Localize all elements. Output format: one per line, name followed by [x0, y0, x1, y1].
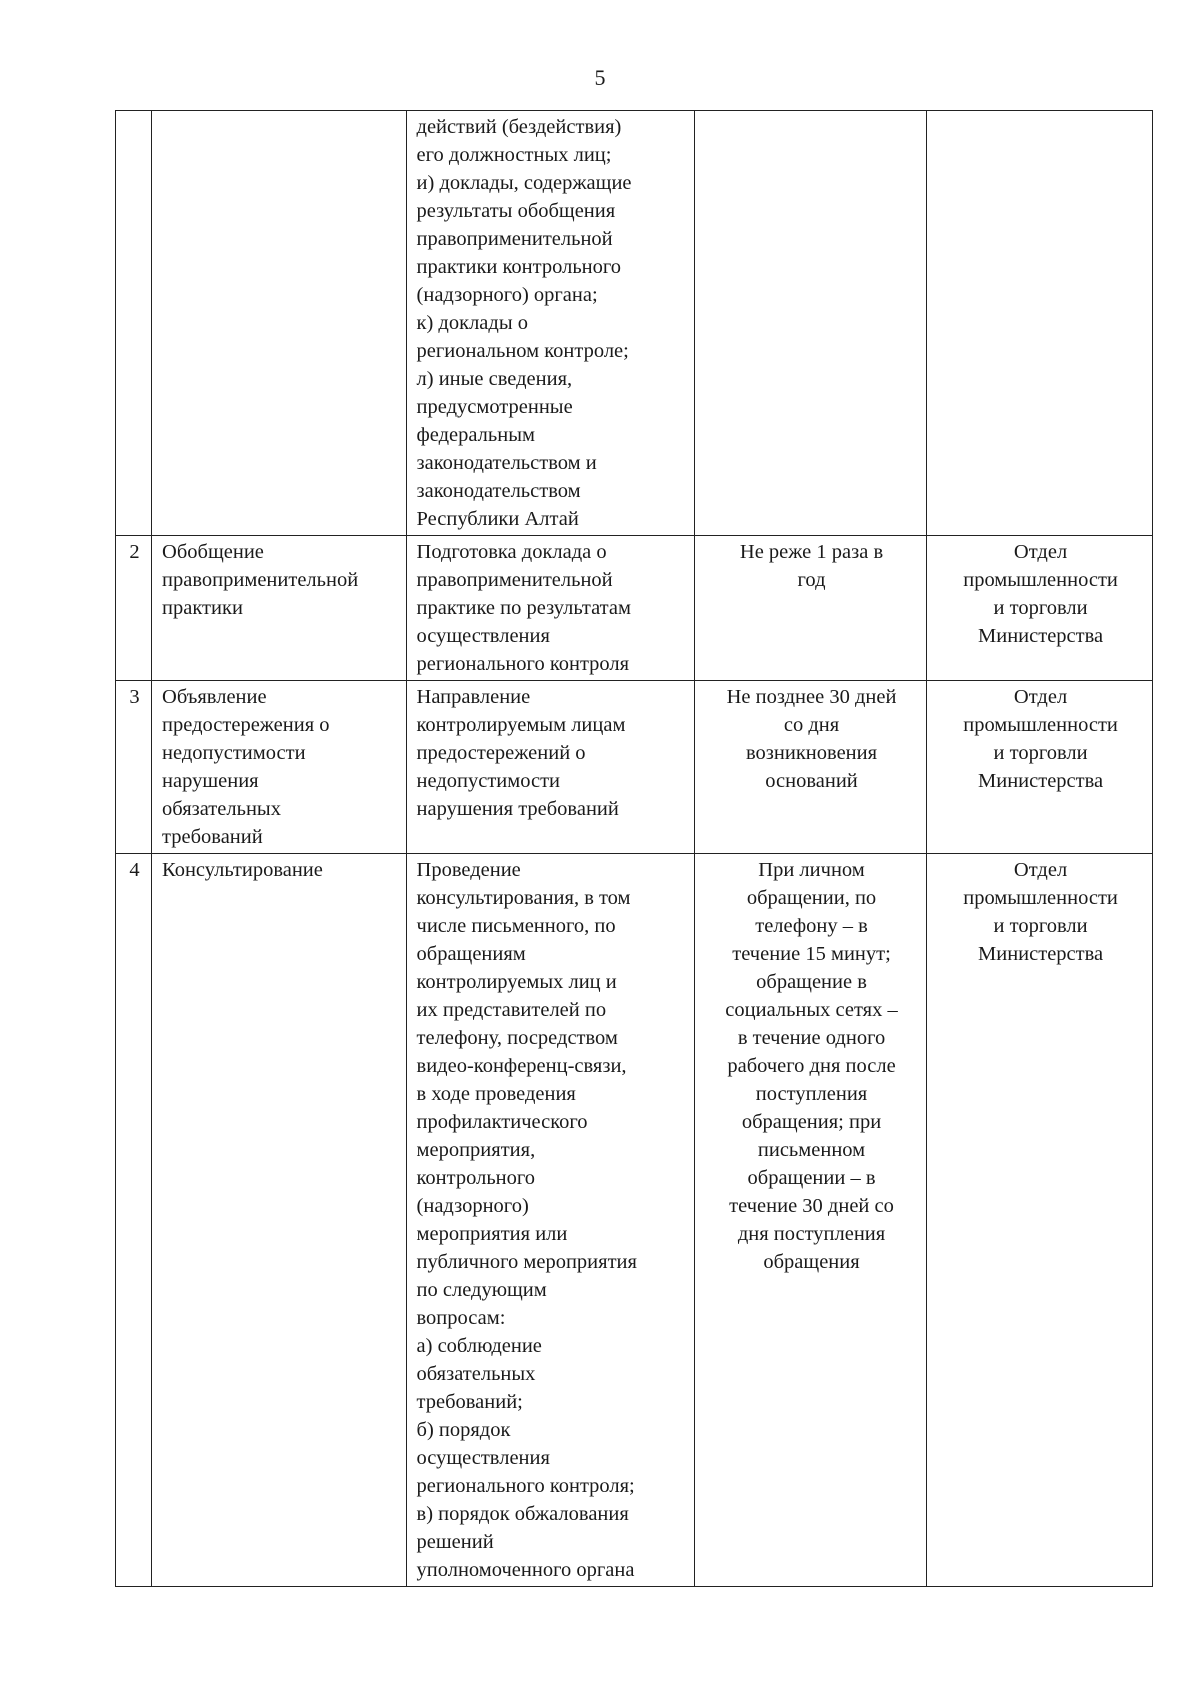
activity-content-line: уполномоченного органа: [416, 1559, 635, 1581]
activity-content-line: контролируемым лицам: [416, 714, 626, 736]
activity-content-line: (надзорного): [416, 1195, 529, 1217]
activity-content-line: телефону, посредством: [416, 1027, 618, 1049]
row-number: 3: [129, 686, 140, 708]
activity-term-cell: [694, 536, 926, 681]
responsible-unit-line: промышленности: [963, 714, 1118, 736]
activity-term-line: рабочего дня после: [727, 1055, 896, 1077]
activity-term-line: обращения; при: [741, 1111, 882, 1133]
activity-content-line: контрольного: [416, 1167, 536, 1189]
activity-term-line: письменном: [757, 1139, 866, 1161]
activity-term-line: социальных сетях –: [725, 999, 898, 1021]
activity-content-line: (надзорного) органа;: [416, 284, 598, 306]
responsible-unit-cell: [927, 111, 1153, 536]
activity-content-line: результаты обобщения: [416, 200, 616, 222]
activity-content-cell: [406, 111, 694, 536]
row-number: 4: [129, 859, 140, 881]
activity-term-line: со дня: [783, 714, 840, 736]
activity-content-line: осуществления: [416, 1447, 550, 1469]
activity-content-line: законодательством: [416, 480, 581, 502]
activity-content-line: вопросам:: [416, 1307, 506, 1329]
responsible-unit-line: промышленности: [963, 569, 1118, 591]
activity-content-line: правоприменительной: [416, 228, 613, 250]
activity-name-line: недопустимости: [162, 742, 306, 764]
activity-name-line: требований: [162, 826, 263, 848]
table-row: [116, 111, 1153, 536]
table-row: [116, 681, 1153, 854]
activities-table: [115, 110, 1153, 1587]
activity-content-cell: [406, 854, 694, 1587]
activity-content-line: регионального контроля;: [416, 1475, 635, 1497]
row-number: 2: [129, 541, 140, 563]
activity-content-line: а) соблюдение: [416, 1335, 542, 1357]
activity-term-line: оснований: [765, 770, 858, 792]
activity-term-cell: [694, 111, 926, 536]
activity-content-line: действий (бездействия): [416, 116, 622, 138]
activity-content-line: публичного мероприятия: [416, 1251, 637, 1273]
activity-content-line: регионального контроля: [416, 653, 630, 675]
activity-content-line: Республики Алтай: [416, 508, 579, 530]
responsible-unit-cell: [927, 854, 1153, 1587]
activity-content-line: в ходе проведения: [416, 1083, 576, 1105]
activity-content-line: осуществления: [416, 625, 550, 647]
activity-content-line: их представителей по: [416, 999, 607, 1021]
activity-term-line: обращение в: [756, 971, 867, 993]
activity-name-line: Консультирование: [162, 859, 323, 881]
row-number-cell: [116, 681, 152, 854]
responsible-unit-line: и торговли: [993, 915, 1088, 937]
activity-content-cell: [406, 536, 694, 681]
activity-term-line: обращении, по: [746, 887, 877, 909]
table-row: [116, 854, 1153, 1587]
activity-content-line: обязательных: [416, 1363, 536, 1385]
activity-name-line: предостережения о: [162, 714, 330, 736]
activity-content-line: числе письменного, по: [416, 915, 616, 937]
activity-content-line: Проведение: [416, 859, 521, 881]
activity-content-line: мероприятия или: [416, 1223, 568, 1245]
activity-content-line: недопустимости: [416, 770, 561, 792]
activity-content-line: и) доклады, содержащие: [416, 172, 632, 194]
activity-term-line: При личном: [758, 859, 865, 881]
activity-name-cell: [152, 681, 406, 854]
activity-term-line: течение 30 дней со: [729, 1195, 894, 1217]
activity-content-line: законодательством и: [416, 452, 597, 474]
activity-content-line: нарушения требований: [416, 798, 619, 820]
activity-term-line: в течение одного: [737, 1027, 886, 1049]
responsible-unit-line: Министерства: [978, 770, 1104, 792]
activity-term-line: обращении – в: [747, 1167, 876, 1189]
page-number: 5: [594, 65, 606, 90]
responsible-unit-line: и торговли: [993, 597, 1088, 619]
activity-name-line: Обобщение: [162, 541, 264, 563]
responsible-unit-cell: [927, 681, 1153, 854]
activity-term-line: поступления: [755, 1083, 868, 1105]
activity-content-line: правоприменительной: [416, 569, 613, 591]
activity-term-line: Не реже 1 раза в: [739, 541, 884, 563]
activity-term-line: год: [797, 569, 826, 591]
responsible-unit-line: промышленности: [963, 887, 1118, 909]
responsible-unit-line: и торговли: [993, 742, 1088, 764]
responsible-unit-line: Министерства: [978, 625, 1104, 647]
activity-term-line: Не позднее 30 дней: [726, 686, 897, 708]
table-row: [116, 536, 1153, 681]
activity-content-cell: [406, 681, 694, 854]
activity-term-cell: [694, 681, 926, 854]
row-number-cell: [116, 536, 152, 681]
activity-content-line: видео-конференц-связи,: [416, 1055, 627, 1077]
activity-name-line: правоприменительной: [162, 569, 359, 591]
activity-content-line: предусмотренные: [416, 396, 573, 418]
activity-content-line: решений: [416, 1531, 494, 1553]
responsible-unit-line: Министерства: [978, 943, 1104, 965]
activity-content-line: б) порядок: [416, 1419, 511, 1441]
activity-content-line: региональном контроле;: [416, 340, 629, 362]
responsible-unit-line: Отдел: [1013, 686, 1068, 708]
activity-term-cell: [694, 854, 926, 1587]
activity-content-line: в) порядок обжалования: [416, 1503, 629, 1525]
activity-name-line: практики: [162, 597, 243, 619]
activity-content-line: мероприятия,: [416, 1139, 536, 1161]
activity-term-line: течение 15 минут;: [732, 943, 891, 965]
activity-content-line: предостережений о: [416, 742, 586, 764]
activity-content-line: федеральным: [416, 424, 535, 446]
activity-content-line: практики контрольного: [416, 256, 622, 278]
activity-name-line: обязательных: [162, 798, 281, 820]
activity-term-line: возникновения: [746, 742, 878, 764]
activity-content-line: Подготовка доклада о: [416, 541, 607, 563]
activity-content-line: контролируемых лиц и: [416, 971, 617, 993]
responsible-unit-cell: [927, 536, 1153, 681]
activity-term-line: обращения: [763, 1251, 860, 1273]
activity-content-line: Направление: [416, 686, 531, 708]
activity-content-line: практике по результатам: [416, 597, 631, 619]
row-number-cell: [116, 854, 152, 1587]
activity-content-line: обращениям: [416, 943, 526, 965]
activity-term-line: телефону – в: [755, 915, 868, 937]
activity-name-cell: [152, 536, 406, 681]
activity-content-line: л) иные сведения,: [416, 368, 573, 390]
activity-content-line: профилактического: [416, 1111, 588, 1133]
responsible-unit-line: Отдел: [1013, 859, 1068, 881]
activity-content-line: консультирования, в том: [416, 887, 631, 909]
activity-content-line: к) доклады о: [416, 312, 528, 334]
responsible-unit-line: Отдел: [1013, 541, 1068, 563]
activity-content-line: по следующим: [416, 1279, 547, 1301]
activity-name-cell: [152, 854, 406, 1587]
activity-content-line: требований;: [416, 1391, 523, 1413]
row-number-cell: [116, 111, 152, 536]
activity-content-line: его должностных лиц;: [416, 144, 612, 166]
activity-name-line: Объявление: [162, 686, 267, 708]
activity-name-cell: [152, 111, 406, 536]
activity-term-line: дня поступления: [737, 1223, 886, 1245]
activity-name-line: нарушения: [162, 770, 259, 792]
